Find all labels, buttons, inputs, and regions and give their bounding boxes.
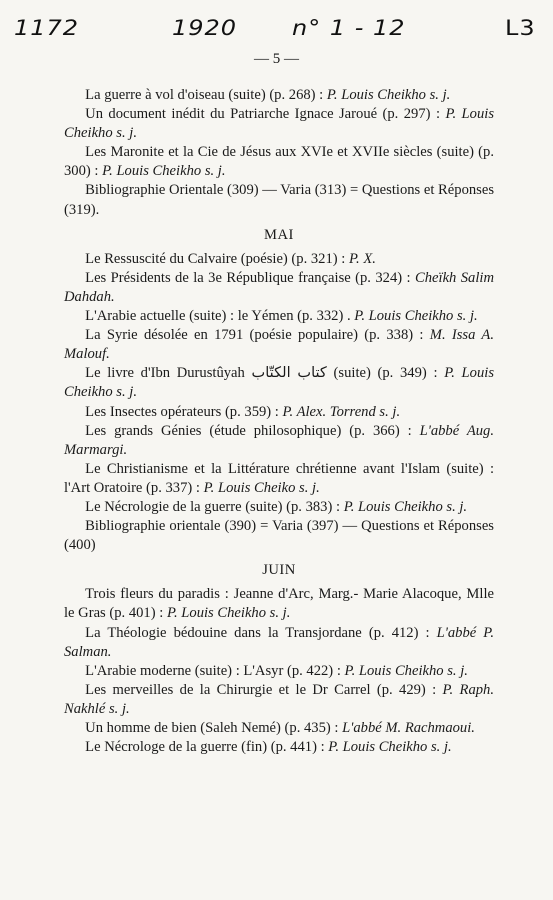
toc-entry — [64, 105, 494, 143]
entry-title: Trois fleurs du paradis : Jeanne d'Arc, Marg.- Marie Alacoque, Mlle le Gras (p. 401) : — [64, 586, 494, 622]
entry-title: Les Présidents de la 3e République française (p. 324) : — [85, 269, 415, 286]
toc-entry — [64, 403, 494, 422]
entry-author: P. Louis Cheikho s. j. — [64, 106, 494, 142]
entry-title: Les grands Génies (étude philosophique) (p. 366) : — [85, 422, 420, 439]
entry-title: Le Nécrologie de la guerre (suite) (p. 383) : — [85, 498, 344, 515]
handwritten-issues: n° 1 - 12 — [292, 15, 406, 41]
toc-entry — [64, 662, 494, 681]
entry-title: Les merveilles de la Chirurgie et le Dr Carrel (p. 429) : — [85, 681, 443, 698]
toc-entry — [64, 364, 494, 402]
toc-entry — [64, 307, 494, 326]
entry-author: P. Louis Cheikho s. j. — [344, 662, 468, 679]
entry-author: P. Louis Cheikho s. j. — [102, 163, 226, 180]
section-heading: MAI — [264, 226, 294, 243]
entry-author: P. Louis Cheikho s. j. — [343, 498, 468, 515]
entry-title: Bibliographie Orientale (309) — Varia (313) = Questions et Réponses (319). — [64, 182, 494, 218]
entry-title: La Théologie bédouine dans la Transjordane (p. 412) : — [85, 624, 437, 641]
entry-title: La Syrie désolée en 1791 (poésie populaire) (p. 338) : — [85, 327, 430, 344]
entry-title: Le Christianisme et la Littérature chrétienne avant l'Islam (suite) : l'Art Oratoire (p. 337) : — [64, 460, 494, 496]
entry-author: P. Louis Cheikho s. j. — [326, 87, 451, 103]
entry-author: P. Louis Cheikho s. j. — [64, 365, 494, 401]
handwritten-number: 1172 — [14, 15, 80, 41]
entry-author: L'abbé P. Salman. — [64, 624, 494, 660]
entry-title: Les Insectes opérateurs (p. 359) : — [85, 403, 283, 420]
toc-entry — [64, 250, 494, 269]
entry-author: P. Raph. Nakhlé s. j. — [64, 681, 494, 717]
toc-entry — [64, 681, 494, 719]
entry-title: Un homme de bien (Saleh Nemé) (p. 435) : — [85, 720, 343, 736]
entry-author: P. X. — [348, 250, 376, 267]
entry-author: L'abbé M. Rachmaoui. — [342, 720, 475, 736]
entry-author: P. Louis Cheikho s. j. — [354, 308, 478, 325]
entry-author: L'abbé Aug. Marmargi. — [64, 422, 494, 458]
entry-author: P. Louis Cheikho s. j. — [328, 739, 452, 756]
toc-entry — [64, 422, 494, 460]
entry-title: Un document inédit du Patriarche Ignace Jaroué (p. 297) : — [85, 106, 446, 123]
handwritten-year: 1920 — [172, 15, 238, 41]
toc-entry — [64, 624, 494, 662]
entry-title: L'Arabie actuelle (suite) : le Yémen (p. 332) . — [85, 308, 355, 325]
handwritten-code: L3 — [505, 15, 536, 41]
page-number: — 5 — — [254, 51, 299, 67]
toc-entry — [64, 460, 494, 498]
section-heading: JUIN — [262, 562, 296, 579]
toc-entry — [64, 517, 494, 555]
toc-entry — [64, 498, 494, 517]
toc-entry — [64, 143, 494, 181]
toc-entry — [64, 738, 494, 757]
entry-author: P. Louis Cheikho s. j. — [166, 605, 291, 622]
toc-entry — [64, 585, 494, 623]
entry-author: Cheïkh Salim Dahdah. — [64, 269, 494, 305]
entry-title: Les Maronite et la Cie de Jésus aux XVIe et XVIIe siècles (suite) (p. 300) : — [64, 144, 494, 180]
entry-title: Le Ressuscité du Calvaire (poésie) (p. 321) : — [85, 250, 349, 267]
entry-author: P. Alex. Torrend s. j. — [282, 403, 401, 420]
toc-entry — [64, 326, 494, 364]
entry-title: Le Nécrologe de la guerre (fin) (p. 441) : — [85, 739, 329, 756]
entry-author: M. Issa A. Malouf. — [64, 327, 494, 363]
entry-title: La guerre à vol d'oiseau (suite) (p. 268) : — [85, 87, 327, 103]
entry-title: Le livre d'Ibn Durustûyah كتاب الكتّاب (suite) (p. 349) : — [85, 365, 445, 382]
entry-title: Bibliographie orientale (390) = Varia (397) — Questions et Réponses (400) — [64, 518, 494, 554]
table-of-contents — [64, 86, 494, 757]
toc-entry — [64, 719, 494, 738]
entry-author: P. Louis Cheiko s. j. — [203, 479, 320, 496]
toc-entry — [64, 269, 494, 307]
toc-entry — [64, 86, 494, 105]
toc-entry — [64, 181, 494, 219]
entry-title: L'Arabie moderne (suite) : L'Asyr (p. 422) : — [85, 662, 345, 679]
